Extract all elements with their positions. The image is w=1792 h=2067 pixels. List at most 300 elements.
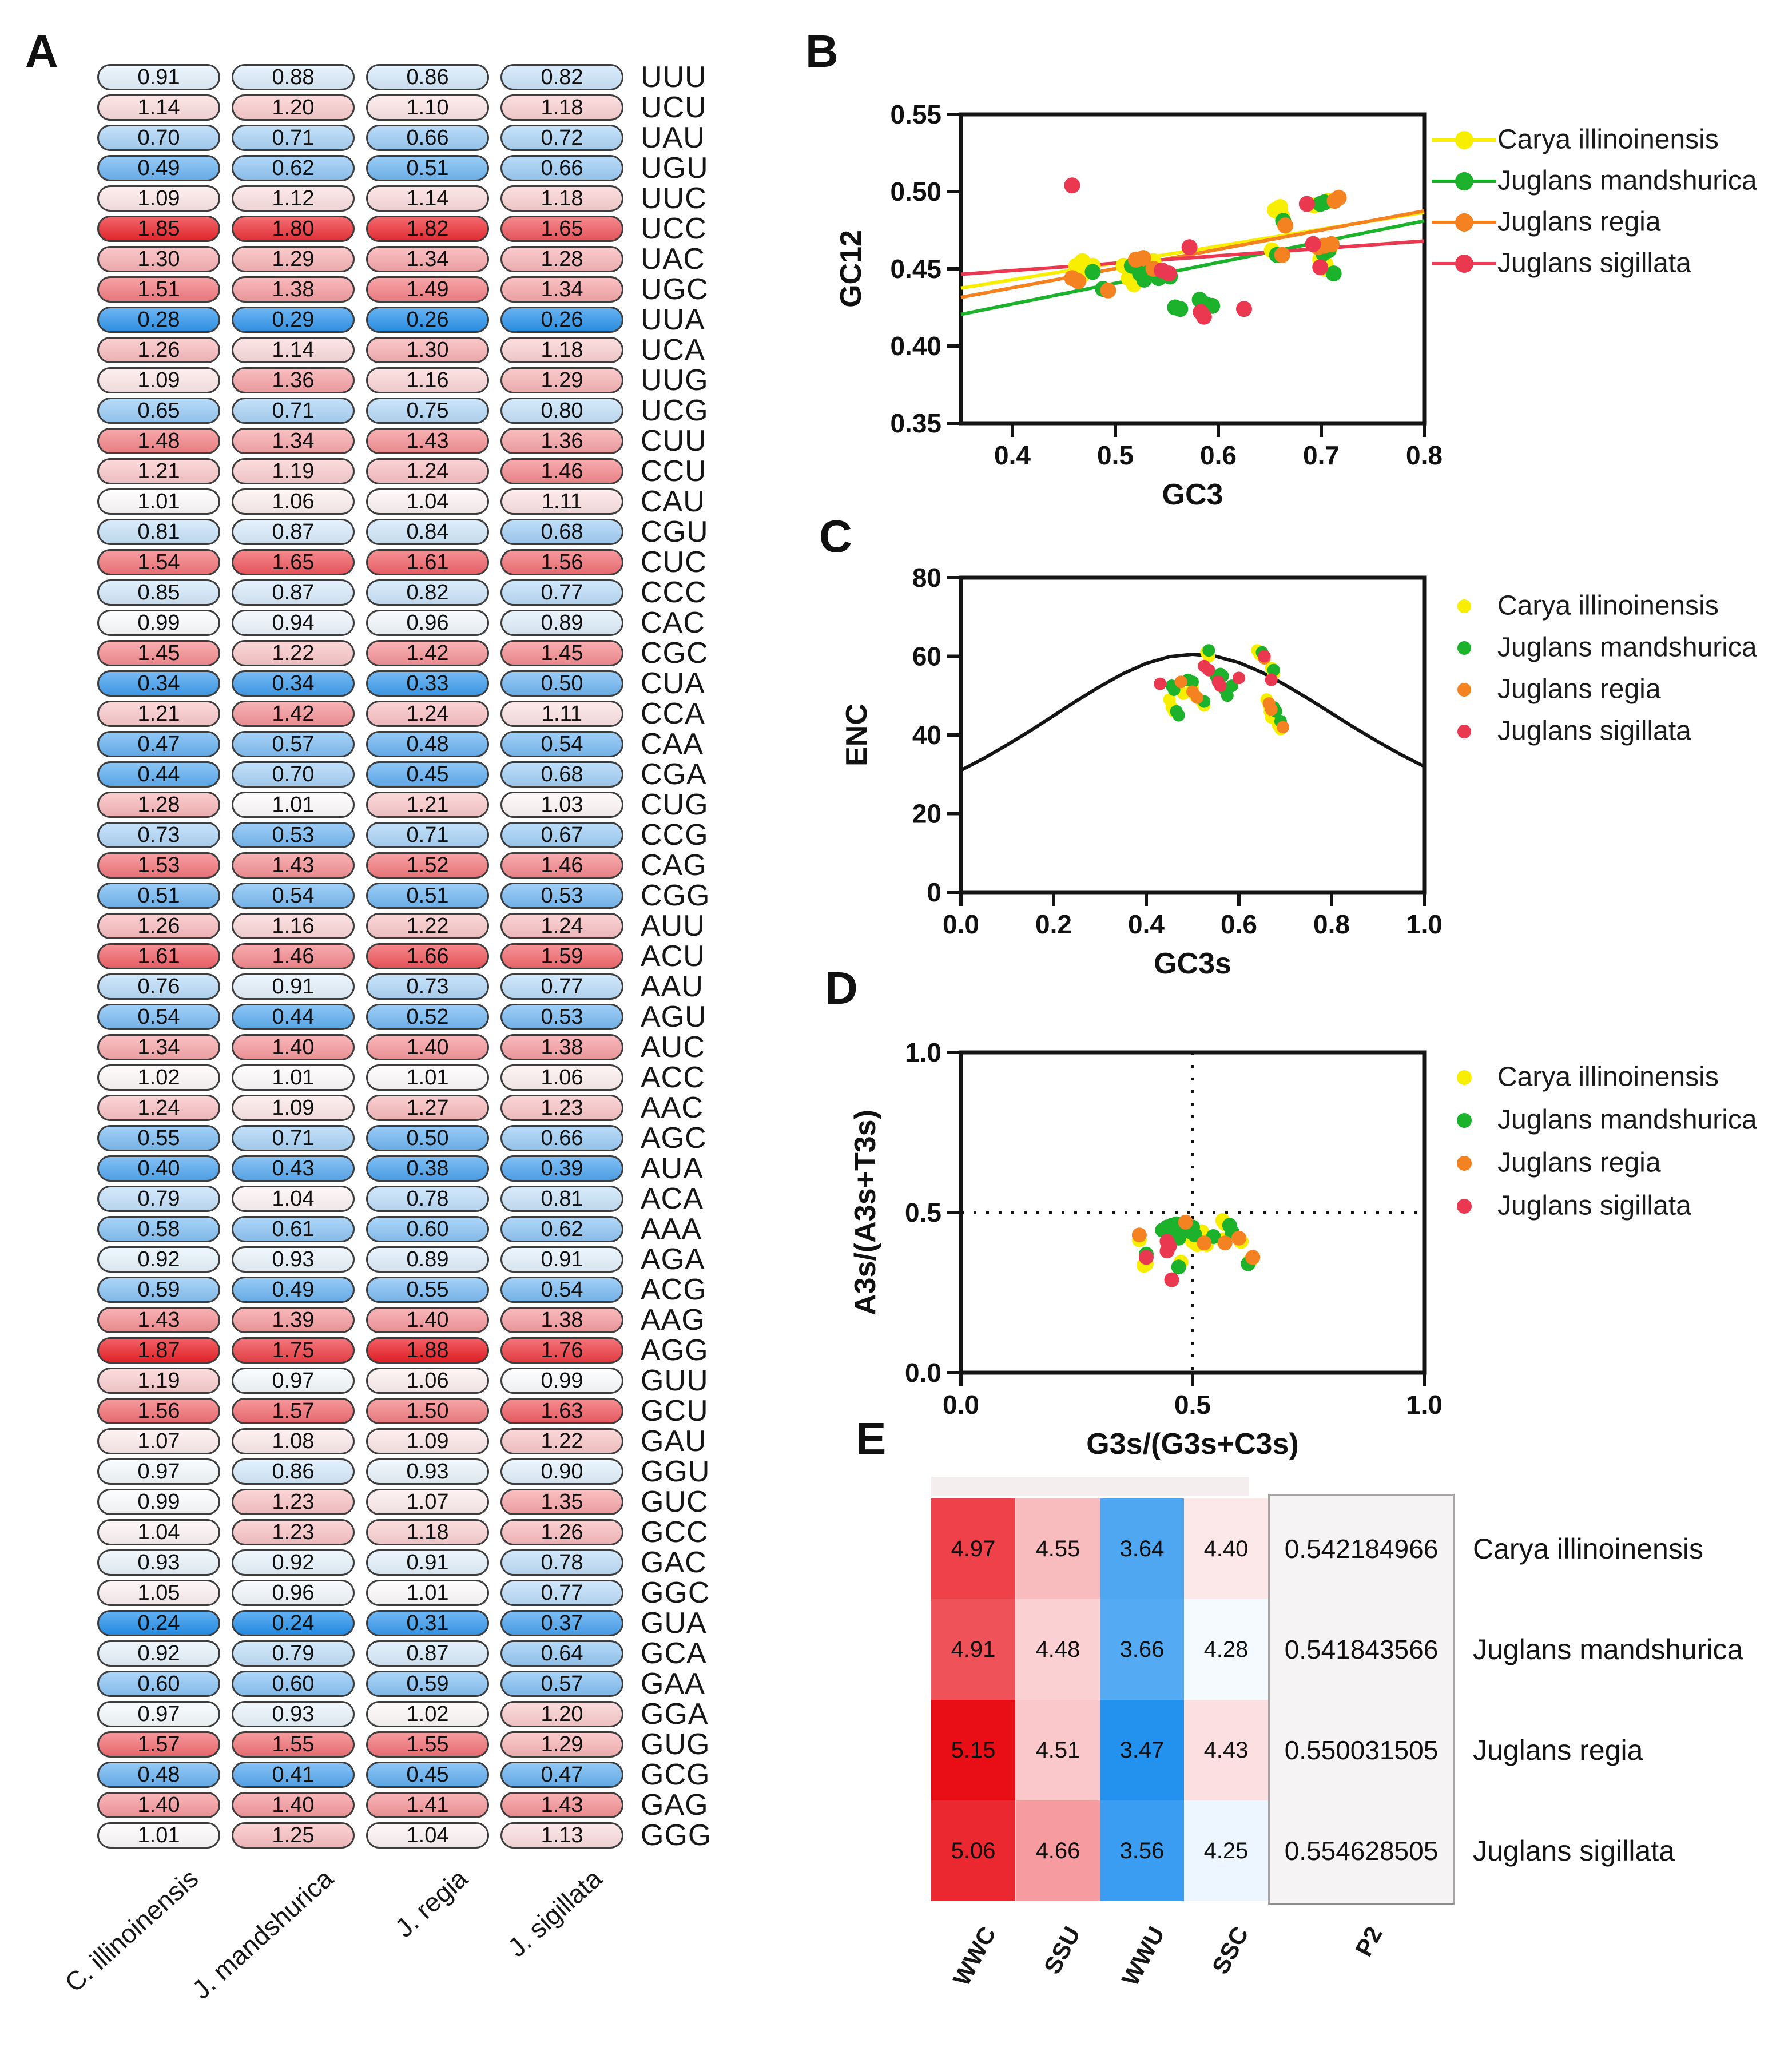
heatmap-cell: 4.91 <box>931 1599 1015 1700</box>
chart-D <box>849 1038 1443 1461</box>
rscu-cell: 1.56 <box>97 1398 220 1424</box>
rscu-cell: 1.26 <box>500 1519 623 1545</box>
scatter-point <box>1231 1231 1246 1246</box>
rscu-cell: 0.66 <box>366 125 489 151</box>
rscu-cell: 1.06 <box>500 1064 623 1091</box>
x-tick-label: 0.6 <box>1200 440 1237 470</box>
scatter-point <box>1182 239 1198 255</box>
heatmap-cell: 4.28 <box>1184 1599 1268 1700</box>
rscu-cell: 1.09 <box>366 1428 489 1454</box>
y-tick-label: 0.40 <box>890 331 941 361</box>
rscu-cell: 1.16 <box>232 913 355 939</box>
rscu-cell: 1.26 <box>97 913 220 939</box>
scatter-point <box>1305 236 1321 252</box>
legend-label: Juglans sigillata <box>1497 1190 1691 1221</box>
codon-label: UCC <box>641 212 707 245</box>
legend-dot <box>1457 641 1471 655</box>
legend-label: Juglans regia <box>1497 1147 1661 1178</box>
rscu-cell: 0.47 <box>97 731 220 757</box>
codon-label: AUC <box>641 1031 705 1064</box>
rscu-cell: 0.51 <box>366 155 489 181</box>
p2-value: 0.550031505 <box>1284 1735 1439 1765</box>
rscu-cell: 1.46 <box>500 852 623 879</box>
rscu-cell: 0.91 <box>232 973 355 1000</box>
panel-d-letter: D <box>825 963 858 1013</box>
scatter-point <box>1084 264 1100 280</box>
rscu-cell: 0.45 <box>366 761 489 788</box>
rscu-cell: 0.29 <box>232 307 355 333</box>
scatter-point <box>1070 273 1086 289</box>
rscu-cell: 1.24 <box>500 913 623 939</box>
legend-label: Carya illinoinensis <box>1497 124 1719 155</box>
rscu-cell: 1.11 <box>500 701 623 727</box>
rscu-cell: 0.93 <box>97 1549 220 1576</box>
codon-label: UUU <box>641 61 707 94</box>
y-tick-label: 0.35 <box>890 408 941 438</box>
rscu-cell: 0.82 <box>366 579 489 606</box>
y-tick-label: 20 <box>912 798 941 829</box>
rscu-cell: 0.53 <box>500 1004 623 1030</box>
rscu-cell: 0.86 <box>232 1458 355 1485</box>
rscu-cell: 1.57 <box>97 1731 220 1758</box>
codon-label: ACG <box>641 1273 707 1306</box>
rscu-cell: 1.25 <box>232 1822 355 1849</box>
rscu-cell: 1.63 <box>500 1398 623 1424</box>
rscu-cell: 1.43 <box>97 1307 220 1333</box>
rscu-cell: 0.79 <box>232 1640 355 1667</box>
rscu-cell: 1.24 <box>97 1095 220 1121</box>
scatter-point <box>1214 679 1227 692</box>
rscu-cell: 0.53 <box>500 883 623 909</box>
rscu-cell: 1.16 <box>366 367 489 393</box>
codon-label: UUC <box>641 182 707 215</box>
codon-label: AGC <box>641 1122 707 1155</box>
y-tick-label: 0.45 <box>890 254 941 284</box>
y-tick-label: 1.0 <box>905 1038 941 1067</box>
y-tick-label: 60 <box>912 641 941 671</box>
x-axis-title: GC3s <box>1154 947 1231 980</box>
rscu-cell: 0.96 <box>366 610 489 636</box>
x-tick-label: 0.4 <box>994 440 1031 470</box>
scatter-point <box>1202 644 1215 657</box>
rscu-cell: 1.06 <box>232 488 355 515</box>
legend-dot <box>1457 1199 1472 1214</box>
rscu-cell: 1.22 <box>366 913 489 939</box>
rscu-cell: 1.20 <box>500 1701 623 1727</box>
y-axis-title: ENC <box>840 703 873 766</box>
rscu-cell: 1.10 <box>366 94 489 121</box>
codon-label: CGA <box>641 758 707 791</box>
rscu-cell: 1.61 <box>366 549 489 575</box>
heatmap-cell: 3.64 <box>1100 1498 1184 1599</box>
rscu-cell: 0.54 <box>232 883 355 909</box>
rscu-cell: 1.42 <box>366 640 489 666</box>
rscu-cell: 1.49 <box>366 276 489 303</box>
codon-label: UGC <box>641 273 709 306</box>
rscu-cell: 1.14 <box>232 337 355 363</box>
rscu-cell: 1.20 <box>232 94 355 121</box>
rscu-cell: 0.68 <box>500 761 623 788</box>
rscu-cell: 0.62 <box>500 1216 623 1242</box>
codon-label: AAG <box>641 1303 705 1337</box>
codon-label: GCG <box>641 1758 710 1791</box>
scatter-point <box>1173 709 1185 722</box>
rscu-cell: 0.65 <box>97 398 220 424</box>
rscu-cell: 0.70 <box>97 125 220 151</box>
rscu-cell: 0.60 <box>366 1216 489 1242</box>
rscu-cell: 0.77 <box>500 1580 623 1606</box>
rscu-cell: 0.75 <box>366 398 489 424</box>
rscu-cell: 0.24 <box>97 1610 220 1636</box>
rscu-cell: 1.42 <box>232 701 355 727</box>
scatter-point <box>1139 1250 1154 1265</box>
rscu-cell: 1.34 <box>500 276 623 303</box>
codon-label: AAC <box>641 1091 704 1124</box>
legend-label: Carya illinoinensis <box>1497 1062 1719 1092</box>
rscu-cell: 1.59 <box>500 943 623 969</box>
rscu-cell: 0.79 <box>97 1186 220 1212</box>
rscu-cell: 0.99 <box>97 610 220 636</box>
rscu-cell: 0.81 <box>97 519 220 545</box>
scatter-point <box>1159 1243 1174 1258</box>
legend-dot <box>1455 213 1473 232</box>
rscu-cell: 1.46 <box>500 458 623 484</box>
heatmap-cell: 3.66 <box>1100 1599 1184 1700</box>
heatmap-column-label: SSU <box>1038 1922 1086 1979</box>
scatter-point <box>1331 190 1347 206</box>
rscu-cell: 0.26 <box>366 307 489 333</box>
rscu-cell: 0.82 <box>500 64 623 90</box>
heatmap-cell: 4.25 <box>1184 1800 1268 1901</box>
rscu-cell: 0.91 <box>97 64 220 90</box>
heatmap-column-label: SSC <box>1206 1922 1254 1979</box>
x-tick-label: 1.0 <box>1406 909 1443 939</box>
scatter-point <box>1191 691 1203 704</box>
rscu-cell: 1.35 <box>500 1489 623 1515</box>
codon-label: GCU <box>641 1394 709 1428</box>
rscu-cell: 1.01 <box>366 1580 489 1606</box>
codon-label: CCG <box>641 818 709 852</box>
rscu-cell: 1.66 <box>366 943 489 969</box>
rscu-cell: 1.01 <box>97 488 220 515</box>
p2-value: 0.554628505 <box>1284 1836 1439 1866</box>
rscu-cell: 1.40 <box>97 1792 220 1818</box>
rscu-cell: 0.91 <box>366 1549 489 1576</box>
heatmap-cell: 4.40 <box>1184 1498 1268 1599</box>
rscu-cell: 1.01 <box>97 1822 220 1849</box>
rscu-cell: 0.97 <box>232 1368 355 1394</box>
rscu-cell: 1.18 <box>366 1519 489 1545</box>
codon-label: UCA <box>641 333 705 367</box>
x-tick-label: 0.5 <box>1174 1390 1211 1420</box>
rscu-cell: 1.28 <box>97 792 220 818</box>
rscu-cell: 0.49 <box>97 155 220 181</box>
x-tick-label: 0.8 <box>1406 440 1443 470</box>
codon-label: GGG <box>641 1819 712 1852</box>
rscu-cell: 0.89 <box>366 1246 489 1273</box>
rscu-cell: 0.71 <box>366 822 489 848</box>
codon-label: UAU <box>641 121 705 154</box>
rscu-cell: 1.22 <box>232 640 355 666</box>
rscu-cell: 1.21 <box>366 792 489 818</box>
rscu-cell: 1.01 <box>232 1064 355 1091</box>
rscu-cell: 0.78 <box>366 1186 489 1212</box>
scatter-point <box>1175 675 1187 688</box>
rscu-cell: 0.40 <box>97 1155 220 1182</box>
y-tick-label: 0.0 <box>905 1358 941 1388</box>
rscu-cell: 0.97 <box>97 1701 220 1727</box>
rscu-cell: 1.14 <box>366 185 489 212</box>
scatter-point <box>1245 1250 1260 1265</box>
legend-label: Juglans regia <box>1497 674 1661 705</box>
x-tick-label: 0.7 <box>1303 440 1340 470</box>
codon-label: CGG <box>641 879 710 912</box>
rscu-cell: 1.34 <box>232 428 355 454</box>
rscu-cell: 0.41 <box>232 1762 355 1788</box>
rscu-cell: 0.87 <box>232 579 355 606</box>
legend-dot <box>1457 599 1471 613</box>
p2-value: 0.541843566 <box>1284 1635 1439 1664</box>
panel-e-letter: E <box>856 1413 887 1464</box>
rscu-cell: 1.24 <box>366 458 489 484</box>
x-tick-label: 0.2 <box>1035 909 1072 939</box>
rscu-cell: 1.01 <box>232 792 355 818</box>
rscu-cell: 0.48 <box>366 731 489 757</box>
scatter-point <box>1277 217 1293 233</box>
scatter-point <box>1100 283 1116 299</box>
rscu-cell: 1.57 <box>232 1398 355 1424</box>
x-tick-label: 0.0 <box>943 909 979 939</box>
rscu-cell: 0.48 <box>97 1762 220 1788</box>
rscu-cell: 1.04 <box>366 488 489 515</box>
heatmap-cell: 4.97 <box>931 1498 1015 1599</box>
species-column-label: J. regia <box>388 1863 473 1943</box>
codon-label: CGC <box>641 637 709 670</box>
scatter-point <box>1274 247 1290 263</box>
rscu-cell: 1.11 <box>500 488 623 515</box>
rscu-cell: 0.91 <box>500 1246 623 1273</box>
codon-label: GAU <box>641 1425 707 1458</box>
scatter-point <box>1265 674 1278 686</box>
rscu-cell: 1.87 <box>97 1337 220 1364</box>
y-tick-label: 0 <box>927 877 941 907</box>
rscu-cell: 1.09 <box>97 367 220 393</box>
rscu-cell: 0.97 <box>97 1458 220 1485</box>
codon-label: CAA <box>641 728 704 761</box>
rscu-cell: 1.45 <box>500 640 623 666</box>
codon-label: UUA <box>641 303 705 336</box>
rscu-cell: 1.04 <box>97 1519 220 1545</box>
enc-reference-curve <box>961 654 1424 770</box>
scatter-point <box>1171 1259 1186 1274</box>
legend-dot <box>1457 1070 1472 1085</box>
rscu-cell: 0.57 <box>232 731 355 757</box>
codon-label: CUC <box>641 546 707 579</box>
scatter-point <box>1236 301 1252 317</box>
rscu-cell: 1.45 <box>97 640 220 666</box>
x-tick-label: 0.5 <box>1097 440 1134 470</box>
rscu-cell: 0.77 <box>500 973 623 1000</box>
rscu-cell: 1.55 <box>366 1731 489 1758</box>
codon-label: GUG <box>641 1728 710 1761</box>
rscu-cell: 0.67 <box>500 822 623 848</box>
heatmap-cell: 4.66 <box>1016 1800 1100 1901</box>
rscu-cell: 1.04 <box>366 1822 489 1849</box>
rscu-cell: 1.56 <box>500 549 623 575</box>
rscu-cell: 1.29 <box>500 1731 623 1758</box>
rscu-cell: 0.54 <box>500 1277 623 1303</box>
species-column-label: J. sigillata <box>502 1863 607 1963</box>
legend-dot <box>1455 131 1473 149</box>
rscu-cell: 0.66 <box>500 155 623 181</box>
rscu-cell: 0.47 <box>500 1762 623 1788</box>
rscu-cell: 1.88 <box>366 1337 489 1364</box>
scatter-point <box>1324 236 1340 252</box>
x-tick-label: 0.6 <box>1221 909 1257 939</box>
rscu-cell: 0.89 <box>500 610 623 636</box>
codon-label: UCU <box>641 91 707 124</box>
codon-label: UCG <box>641 394 709 427</box>
rscu-cell: 1.30 <box>97 246 220 272</box>
rscu-cell: 1.12 <box>232 185 355 212</box>
legend-dot <box>1457 683 1471 697</box>
rscu-cell: 0.66 <box>500 1125 623 1151</box>
rscu-cell: 1.41 <box>366 1792 489 1818</box>
codon-label: AAA <box>641 1213 702 1246</box>
x-axis-title: GC3 <box>1162 478 1223 511</box>
scatter-point <box>1196 309 1212 325</box>
rscu-cell: 1.43 <box>366 428 489 454</box>
rscu-cell: 1.38 <box>500 1307 623 1333</box>
codon-label: GGU <box>641 1455 710 1488</box>
rscu-cell: 1.18 <box>500 337 623 363</box>
codon-label: AUU <box>641 909 705 943</box>
codon-label: CUU <box>641 424 707 458</box>
rscu-cell: 0.84 <box>366 519 489 545</box>
codon-label: ACA <box>641 1182 704 1215</box>
rscu-cell: 1.39 <box>232 1307 355 1333</box>
rscu-cell: 1.51 <box>97 276 220 303</box>
heatmap-column-label: WWU <box>1116 1922 1170 1990</box>
heatmap-top-artifact-strip <box>931 1477 1249 1496</box>
rscu-cell: 1.46 <box>232 943 355 969</box>
rscu-cell: 1.43 <box>232 852 355 879</box>
rscu-cell: 1.18 <box>500 185 623 212</box>
rscu-cell: 1.21 <box>97 458 220 484</box>
rscu-cell: 0.73 <box>366 973 489 1000</box>
rscu-cell: 0.93 <box>366 1458 489 1485</box>
rscu-cell: 1.36 <box>232 367 355 393</box>
heatmap-cell: 4.55 <box>1016 1498 1100 1599</box>
rscu-cell: 0.90 <box>500 1458 623 1485</box>
codon-label: GCC <box>641 1516 709 1549</box>
rscu-cell: 0.96 <box>232 1580 355 1606</box>
codon-label: GUU <box>641 1364 709 1397</box>
rscu-cell: 0.28 <box>97 307 220 333</box>
rscu-cell: 0.87 <box>232 519 355 545</box>
scatter-point <box>1258 650 1271 663</box>
scatter-point <box>1161 265 1177 281</box>
rscu-cell: 1.76 <box>500 1337 623 1364</box>
codon-label: AGA <box>641 1243 705 1276</box>
rscu-cell: 1.48 <box>97 428 220 454</box>
rscu-cell: 0.72 <box>500 125 623 151</box>
rscu-cell: 0.54 <box>97 1004 220 1030</box>
scatter-point <box>1154 678 1166 690</box>
heatmap-cell: 5.15 <box>931 1700 1015 1800</box>
rscu-cell: 1.22 <box>500 1428 623 1454</box>
rscu-cell: 0.50 <box>366 1125 489 1151</box>
rscu-cell: 0.68 <box>500 519 623 545</box>
legend-dot <box>1457 1156 1472 1171</box>
rscu-cell: 1.43 <box>500 1792 623 1818</box>
rscu-cell: 0.70 <box>232 761 355 788</box>
codon-label: GUC <box>641 1485 709 1519</box>
legend-label: Juglans regia <box>1497 206 1661 237</box>
codon-label: CCU <box>641 455 707 488</box>
rscu-cell: 0.93 <box>232 1246 355 1273</box>
rscu-cell: 0.45 <box>366 1762 489 1788</box>
codon-label: CUG <box>641 788 709 821</box>
rscu-cell: 1.09 <box>232 1095 355 1121</box>
rscu-cell: 1.23 <box>232 1489 355 1515</box>
rscu-cell: 1.40 <box>232 1792 355 1818</box>
y-tick-label: 0.55 <box>890 100 941 129</box>
chart-C <box>840 563 1443 980</box>
rscu-cell: 1.54 <box>97 549 220 575</box>
scatter-point <box>1299 196 1315 212</box>
legend-dot <box>1457 1113 1472 1128</box>
codon-label: CCC <box>641 576 707 609</box>
species-column-label: C. illinoinensis <box>59 1863 204 1998</box>
rscu-cell: 1.14 <box>97 94 220 121</box>
heatmap-cell: 3.47 <box>1100 1700 1184 1800</box>
p2-value: 0.542184966 <box>1284 1534 1439 1564</box>
panel-c-letter: C <box>819 511 852 562</box>
rscu-cell: 0.71 <box>232 1125 355 1151</box>
codon-label: AGG <box>641 1334 709 1367</box>
y-axis-title: GC12 <box>835 230 868 308</box>
rscu-cell: 1.30 <box>366 337 489 363</box>
rscu-cell: 0.71 <box>232 398 355 424</box>
rscu-cell: 0.39 <box>500 1155 623 1182</box>
rscu-cell: 0.78 <box>500 1549 623 1576</box>
codon-label: CUA <box>641 667 705 700</box>
rscu-cell: 0.60 <box>97 1671 220 1697</box>
rscu-cell: 1.06 <box>366 1368 489 1394</box>
y-tick-label: 40 <box>912 720 941 750</box>
rscu-cell: 1.75 <box>232 1337 355 1364</box>
rscu-cell: 1.34 <box>97 1034 220 1060</box>
rscu-cell: 1.13 <box>500 1822 623 1849</box>
legend-label: Juglans mandshurica <box>1497 1104 1757 1135</box>
codon-label: UAC <box>641 243 705 276</box>
x-tick-label: 0.8 <box>1313 909 1350 939</box>
codon-label: ACC <box>641 1061 705 1094</box>
codon-label: GUA <box>641 1607 707 1640</box>
rscu-cell: 0.55 <box>97 1125 220 1151</box>
scatter-point <box>1132 1227 1147 1242</box>
codon-label: GGA <box>641 1698 709 1731</box>
rscu-cell: 1.23 <box>500 1095 623 1121</box>
rscu-cell: 0.80 <box>500 398 623 424</box>
rscu-cell: 1.01 <box>366 1064 489 1091</box>
rscu-cell: 0.99 <box>500 1368 623 1394</box>
rscu-cell: 1.04 <box>232 1186 355 1212</box>
rscu-cell: 0.44 <box>232 1004 355 1030</box>
legend-label: Juglans mandshurica <box>1497 165 1757 196</box>
rscu-cell: 1.65 <box>500 216 623 242</box>
